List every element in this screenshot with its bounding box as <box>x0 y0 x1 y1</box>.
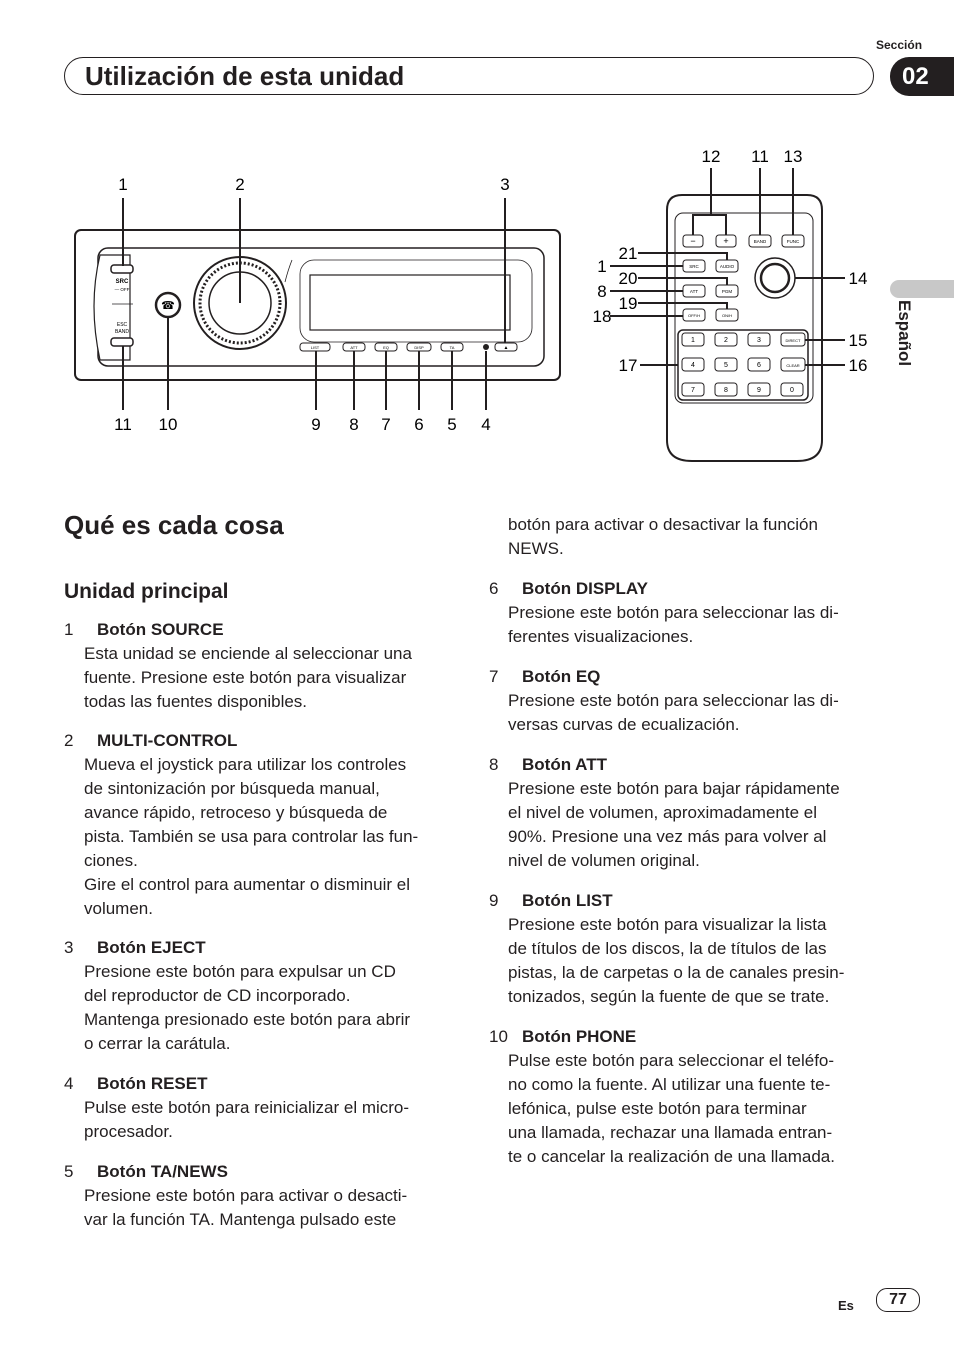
item-text: Presione este botón para seleccionar las di- versas curvas de ecualización. <box>508 691 839 734</box>
item-multi-control <box>64 729 454 921</box>
remote-callout-18: 18 <box>592 307 612 326</box>
remote-audio-label: AUDIO <box>719 264 735 269</box>
item-number: 5 <box>64 1162 74 1181</box>
key-1: 1 <box>691 337 695 344</box>
remote-func-label: FUNC <box>786 239 800 244</box>
continued-text: botón para activar o desactivar la función NEWS. <box>508 515 818 558</box>
svg-text:▲: ▲ <box>503 345 509 351</box>
remote-callout-12: 12 <box>701 147 721 166</box>
eq-label: EQ <box>383 345 389 350</box>
remote-callout-20: 20 <box>618 269 638 288</box>
item-source <box>64 618 454 714</box>
callout-9: 9 <box>311 415 321 434</box>
language-label: Español <box>895 300 914 367</box>
item-reset <box>64 1072 454 1144</box>
item-att <box>489 753 879 873</box>
language-tab-marker <box>890 280 954 298</box>
footer-language-code: Es <box>838 1298 854 1313</box>
item-title: Botón ATT <box>522 755 607 774</box>
item-text: Esta unidad se enciende al seleccionar una fuente. Presione este botón para visualizar todas las fuentes disponibles. <box>84 644 412 711</box>
phone-icon: ☎ <box>161 300 175 312</box>
item-number: 3 <box>64 938 74 957</box>
src-label: SRC <box>115 279 129 285</box>
item-number: 2 <box>64 731 74 750</box>
key-5: 5 <box>724 362 728 369</box>
remote-direct-label: DIRECT <box>785 338 801 343</box>
key-4: 4 <box>691 362 695 369</box>
remote-callout-8: 8 <box>597 282 607 301</box>
callout-11: 11 <box>114 415 132 434</box>
item-text: Pulse este botón para seleccionar el teléfo- no como la fuente. Al utilizar una fuente te- lefónica, pulse este botón para terminar una llamada, rechazar una llamada entran- te o cancelar la realización de una llamada. <box>508 1051 835 1166</box>
subsection-heading: Unidad principal <box>64 580 229 603</box>
remote-callout-11: 11 <box>751 147 769 166</box>
remote-control-diagram <box>585 140 885 470</box>
item-list <box>489 889 879 1009</box>
key-8: 8 <box>724 387 728 394</box>
item-text: Presione este botón para expulsar un CD del reproductor de CD incorporado. Mantenga presionado este botón para abrir o cerrar la carátula. <box>84 962 411 1053</box>
remote-band-label: BAND <box>753 239 767 244</box>
item-title: Botón EQ <box>522 667 601 686</box>
remote-callout-15: 15 <box>848 331 868 350</box>
item-eject <box>64 936 454 1056</box>
item-text: Pulse este botón para reinicializar el micro- procesador. <box>84 1098 410 1141</box>
key-0: 0 <box>790 387 794 394</box>
key-2: 2 <box>724 337 728 344</box>
item-number: 4 <box>64 1074 74 1093</box>
head-unit-diagram <box>70 170 570 445</box>
section-label: Sección <box>876 38 923 52</box>
callout-5: 5 <box>447 415 457 434</box>
key-3: 3 <box>757 337 761 344</box>
remote-callout-1: 1 <box>597 257 607 276</box>
page-title: Utilización de esta unidad <box>85 61 405 91</box>
svg-text:−: − <box>690 236 696 246</box>
remote-callout-19: 19 <box>618 294 638 313</box>
remote-src-label: SRC <box>689 264 699 269</box>
callout-10: 10 <box>158 415 178 434</box>
remote-att-label: ATT <box>689 289 699 294</box>
item-number: 1 <box>64 620 74 639</box>
item-title: Botón PHONE <box>522 1027 637 1046</box>
callout-2: 2 <box>235 175 245 194</box>
language-tab <box>880 300 940 400</box>
esc-label: ESC <box>116 322 128 328</box>
callout-6: 6 <box>414 415 424 434</box>
remote-pgm-label: PGM <box>721 289 733 294</box>
item-number: 6 <box>489 579 499 598</box>
key-9: 9 <box>757 387 761 394</box>
item-eq <box>489 665 879 737</box>
item-text: Presione este botón para bajar rápidamente el nivel de volumen, aproximadamente el 90%. Presione una vez más para volver al nivel de volumen original. <box>508 779 840 870</box>
callout-1: 1 <box>118 175 128 194</box>
callout-7: 7 <box>381 415 391 434</box>
item-title: Botón RESET <box>97 1074 208 1093</box>
att-label: ATT <box>350 345 358 350</box>
item-number: 9 <box>489 891 499 910</box>
item-number: 7 <box>489 667 499 686</box>
off-label: — OFF <box>114 287 130 292</box>
key-7: 7 <box>691 387 695 394</box>
list-label: LIST <box>310 345 320 350</box>
remote-callout-17: 17 <box>618 356 638 375</box>
item-title: Botón EJECT <box>97 938 206 957</box>
item-ta-news <box>64 1160 454 1232</box>
svg-text:+: + <box>723 236 729 246</box>
item-number: 10 <box>489 1027 508 1046</box>
remote-on-label: ON/H <box>722 313 732 318</box>
section-heading: Qué es cada cosa <box>64 510 284 540</box>
band-label: BAND <box>115 329 129 335</box>
item-phone <box>489 1025 879 1169</box>
disp-label: DISP <box>414 345 424 350</box>
remote-clear-label: CLEAR <box>786 363 800 368</box>
remote-callout-16: 16 <box>848 356 868 375</box>
page-number: 77 <box>876 1288 920 1312</box>
item-number: 8 <box>489 755 499 774</box>
item-title: Botón LIST <box>522 891 613 910</box>
item-text: Presione este botón para activar o desacti- var la función TA. Mantenga pulsado este <box>84 1186 408 1229</box>
key-6: 6 <box>757 362 761 369</box>
item-title: Botón TA/NEWS <box>97 1162 228 1181</box>
remote-off-label: OFF/H <box>688 313 700 318</box>
item-title: Botón SOURCE <box>97 620 224 639</box>
remote-callout-13: 13 <box>783 147 803 166</box>
callout-3: 3 <box>500 175 510 194</box>
item-text: Presione este botón para visualizar la lista de títulos de los discos, la de títulos de las pistas, la de carpetas o la de canales presin- tonizados, según la fuente de que se trate. <box>508 915 845 1006</box>
item-text: Presione este botón para seleccionar las di- ferentes visualizaciones. <box>508 603 839 646</box>
item-title: MULTI-CONTROL <box>97 731 238 750</box>
remote-callout-14: 14 <box>848 269 868 288</box>
callout-8: 8 <box>349 415 359 434</box>
remote-joystick[interactable] <box>761 264 789 292</box>
item-display <box>489 577 879 649</box>
remote-callout-21: 21 <box>618 244 638 263</box>
item-title: Botón DISPLAY <box>522 579 648 598</box>
ta-label: TA <box>449 345 455 350</box>
item-text: Mueva el joystick para utilizar los controles de sintonización por búsqueda manual, avance rápido, retroceso y búsqueda de pista. También se usa para controlar las fun- ciones. Gire el control para aumentar o disminuir el volumen. <box>84 755 419 918</box>
section-number: 02 <box>890 57 954 96</box>
callout-4: 4 <box>481 415 491 434</box>
